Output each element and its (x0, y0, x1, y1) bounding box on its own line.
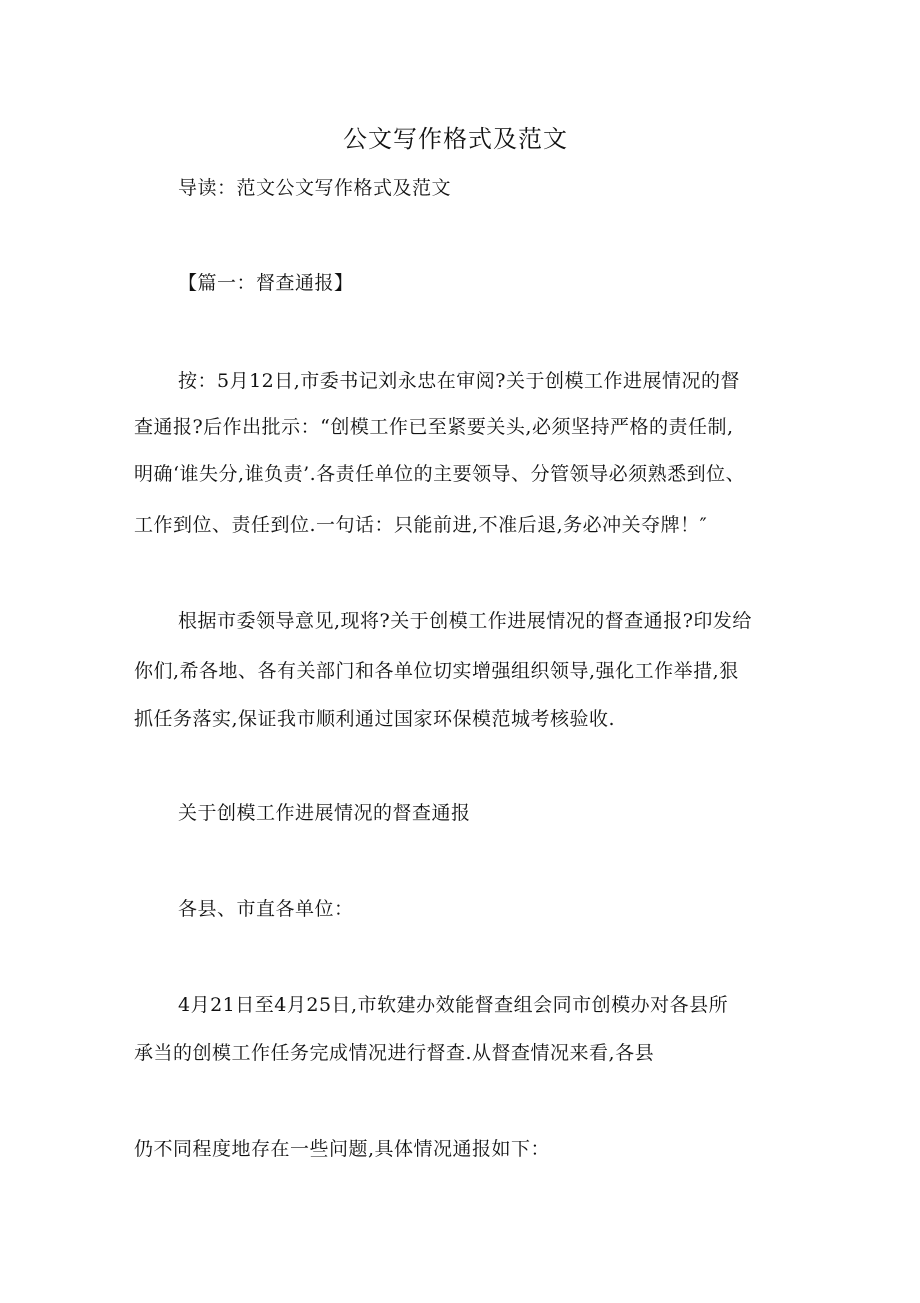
paragraph-1-line-2: 查通报?后作出批示：“创模工作已至紧要关头,必须坚持严格的责任制, (134, 416, 734, 438)
section-heading: 【篇一：督查通报】 (178, 272, 354, 294)
document-title: 公文写作格式及范文 (343, 125, 568, 153)
paragraph-3-line-2: 承当的创模工作任务完成情况进行督查.从督查情况来看,各县 (134, 1042, 655, 1064)
paragraph-3-line-1: 4月21日至4月25日,市软建办效能督查组会同市创模办对各县所 (178, 994, 729, 1016)
paragraph-1-line-1: 按：5月12日,市委书记刘永忠在审阅?关于创模工作进展情况的督 (178, 370, 740, 392)
paragraph-1-line-4: 工作到位、责任到位.一句话：只能前进,不准后退,务必冲关夺牌！″ (134, 514, 708, 536)
paragraph-1-line-3: 明确‘谁失分,谁负责’.各责任单位的主要领导、分管领导必须熟悉到位、 (134, 463, 746, 485)
paragraph-2-line-3: 抓任务落实,保证我市顺利通过国家环保模范城考核验收. (134, 708, 616, 730)
paragraph-4: 仍不同程度地存在一些问题,具体情况通报如下： (134, 1138, 551, 1160)
notice-title: 关于创模工作进展情况的督查通报 (178, 802, 471, 824)
intro-line: 导读：范文公文写作格式及范文 (178, 177, 452, 199)
salutation: 各县、市直各单位： (178, 898, 354, 920)
paragraph-2-line-1: 根据市委领导意见,现将?关于创模工作进展情况的督查通报?印发给 (178, 610, 752, 632)
paragraph-2-line-2: 你们,希各地、各有关部门和各单位切实增强组织领导,强化工作举措,狠 (134, 660, 739, 682)
